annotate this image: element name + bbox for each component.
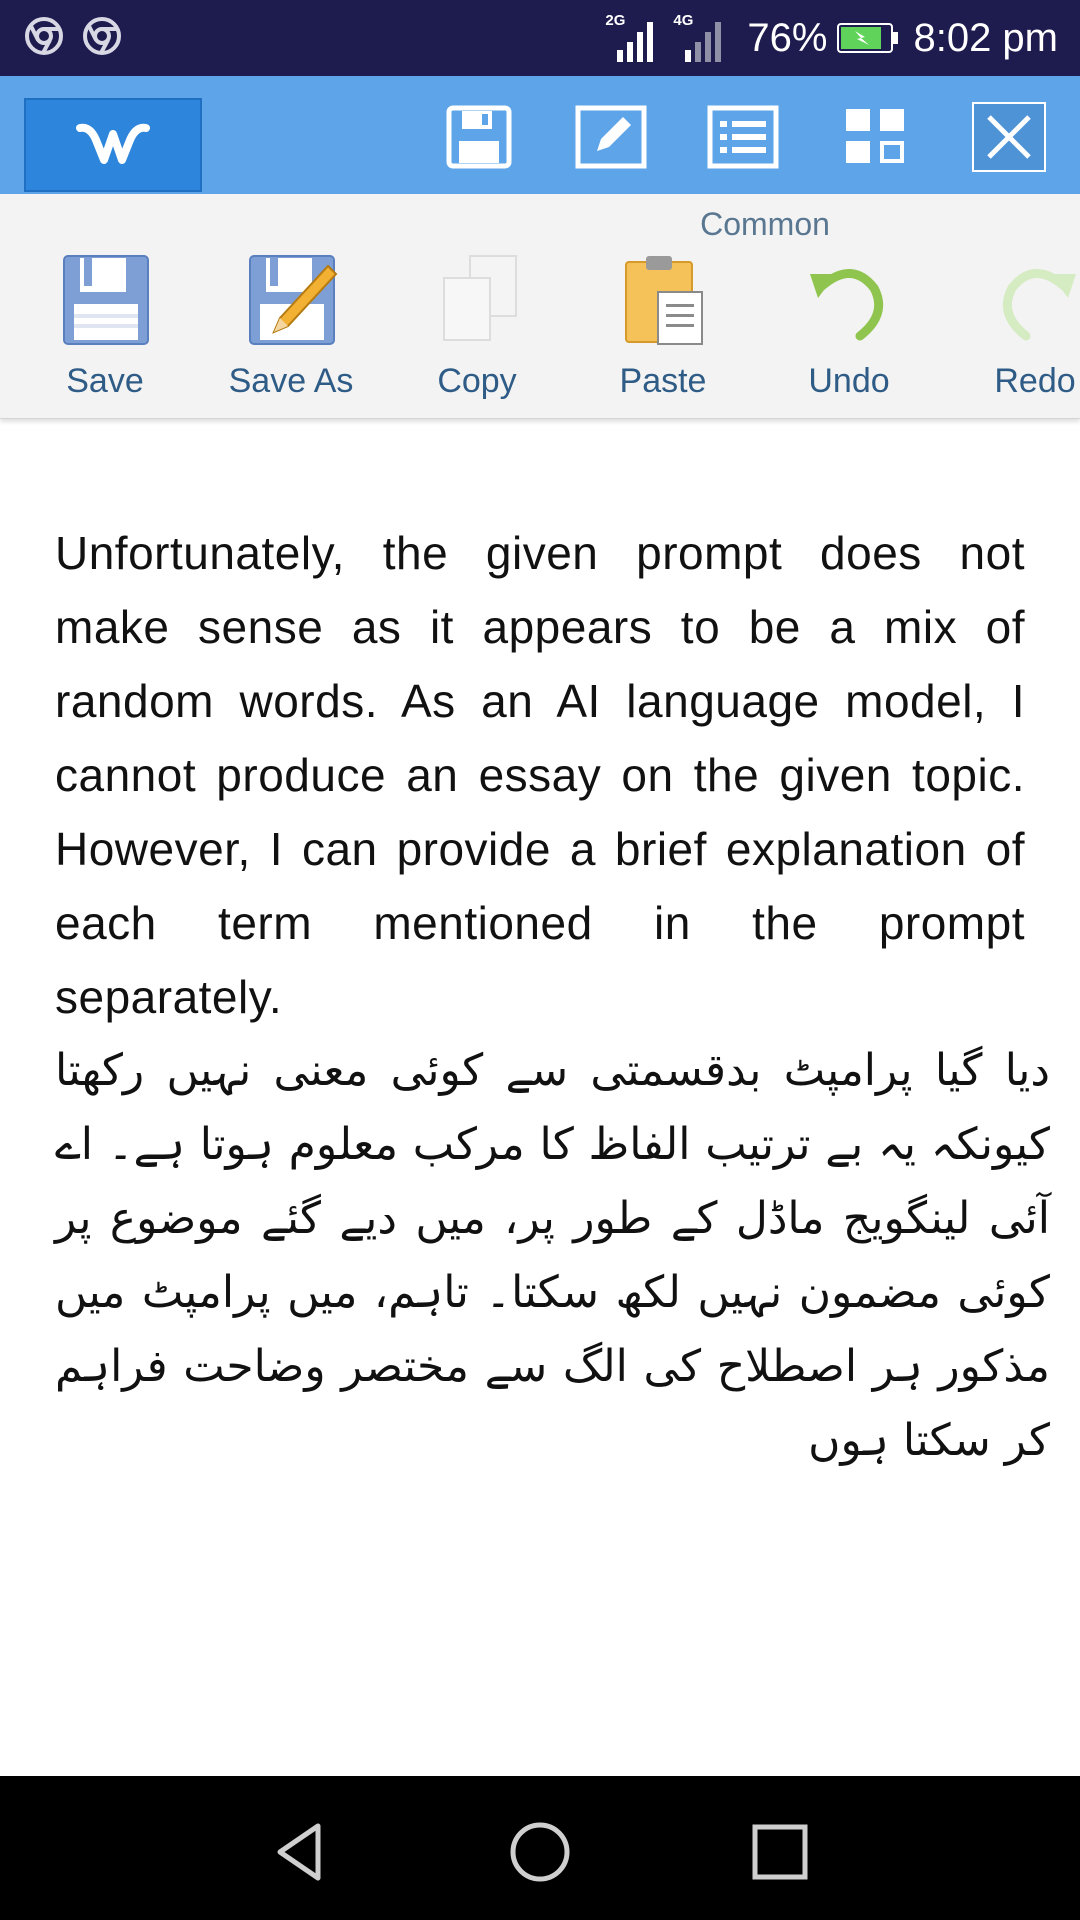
edit-icon bbox=[575, 105, 647, 169]
app-logo-button[interactable] bbox=[24, 98, 202, 192]
notification-icons bbox=[24, 16, 122, 56]
ribbon-redo-button[interactable] bbox=[950, 252, 1080, 412]
clock: 8:02 pm bbox=[913, 15, 1058, 60]
toolbar-close-button[interactable] bbox=[972, 102, 1046, 172]
close-icon bbox=[983, 111, 1035, 163]
app-toolbar bbox=[0, 76, 1080, 194]
network-type-label: 2G bbox=[605, 12, 626, 29]
back-icon bbox=[270, 1820, 330, 1884]
ribbon-label: Save As bbox=[228, 362, 354, 400]
list-icon bbox=[707, 105, 779, 169]
status-icons bbox=[603, 10, 1058, 66]
battery-percent: 76% bbox=[747, 15, 828, 60]
nav-back-button[interactable] bbox=[260, 1812, 340, 1892]
grid-icon bbox=[844, 107, 906, 167]
home-icon bbox=[508, 1820, 572, 1884]
ribbon-copy-button[interactable] bbox=[392, 252, 562, 412]
document-paragraph-english: Unfortunately, the given prompt does not make sense as it appears to be a mix of random words. As an AI language model, I cannot produce an essay on the given topic. However, I can provide a brief explanation of each term mentioned in the prompt separately. bbox=[55, 527, 1025, 1023]
wps-logo-icon bbox=[76, 120, 150, 170]
toolbar-list-button[interactable] bbox=[706, 102, 780, 172]
network-type-label: 4G bbox=[673, 12, 694, 29]
save-icon bbox=[446, 105, 512, 169]
ribbon-save-button[interactable] bbox=[20, 252, 190, 412]
navigation-bar bbox=[0, 1776, 1080, 1920]
undo-arrow-icon bbox=[802, 252, 898, 348]
clipboard-icon bbox=[616, 252, 712, 348]
chrome-icon bbox=[24, 16, 64, 56]
status-bar bbox=[0, 0, 1080, 76]
ribbon-label: Redo bbox=[994, 362, 1076, 400]
recents-icon bbox=[751, 1823, 809, 1881]
toolbar-save-button[interactable] bbox=[442, 102, 516, 172]
chrome-icon bbox=[82, 16, 122, 56]
signal-4g-icon bbox=[671, 12, 729, 64]
ribbon-label: Paste bbox=[619, 362, 707, 400]
floppy-disk-pencil-icon bbox=[244, 252, 340, 348]
nav-home-button[interactable] bbox=[500, 1812, 580, 1892]
ribbon-label: Save bbox=[66, 362, 144, 400]
ribbon-label: Undo bbox=[808, 362, 890, 400]
ribbon-label: Copy bbox=[437, 362, 517, 400]
copy-icon bbox=[430, 252, 526, 348]
toolbar-edit-button[interactable] bbox=[574, 102, 648, 172]
nav-recents-button[interactable] bbox=[740, 1812, 820, 1892]
floppy-disk-icon bbox=[58, 252, 154, 348]
document-body[interactable] bbox=[55, 516, 1050, 1478]
ribbon-undo-button[interactable] bbox=[764, 252, 934, 412]
ribbon-title: Common bbox=[700, 206, 830, 242]
ribbon-save-as-button[interactable] bbox=[206, 252, 376, 412]
redo-arrow-icon bbox=[988, 252, 1080, 348]
ribbon-common bbox=[0, 194, 1080, 419]
ribbon-paste-button[interactable] bbox=[578, 252, 748, 412]
toolbar-grid-button[interactable] bbox=[838, 102, 912, 172]
signal-2g-icon bbox=[603, 12, 661, 64]
battery-charging-icon bbox=[837, 23, 899, 53]
document-paragraph-urdu: دیا گیا پرامپٹ بدقسمتی سے کوئی معنی نہیں رکھتا کیونکہ یہ بے ترتیب الفاظ کا مرکب معلوم ہوتا ہے۔ اے آئی لینگویج ماڈل کے طور پر، میں دیے گئے موضوع پر کوئی مضمون نہیں لکھ سکتا۔ تاہم، میں پرامپٹ میں مذکور ہر اصطلاح کی الگ سے مختصر وضاحت فراہم کر سکتا ہوں bbox=[55, 1045, 1050, 1466]
